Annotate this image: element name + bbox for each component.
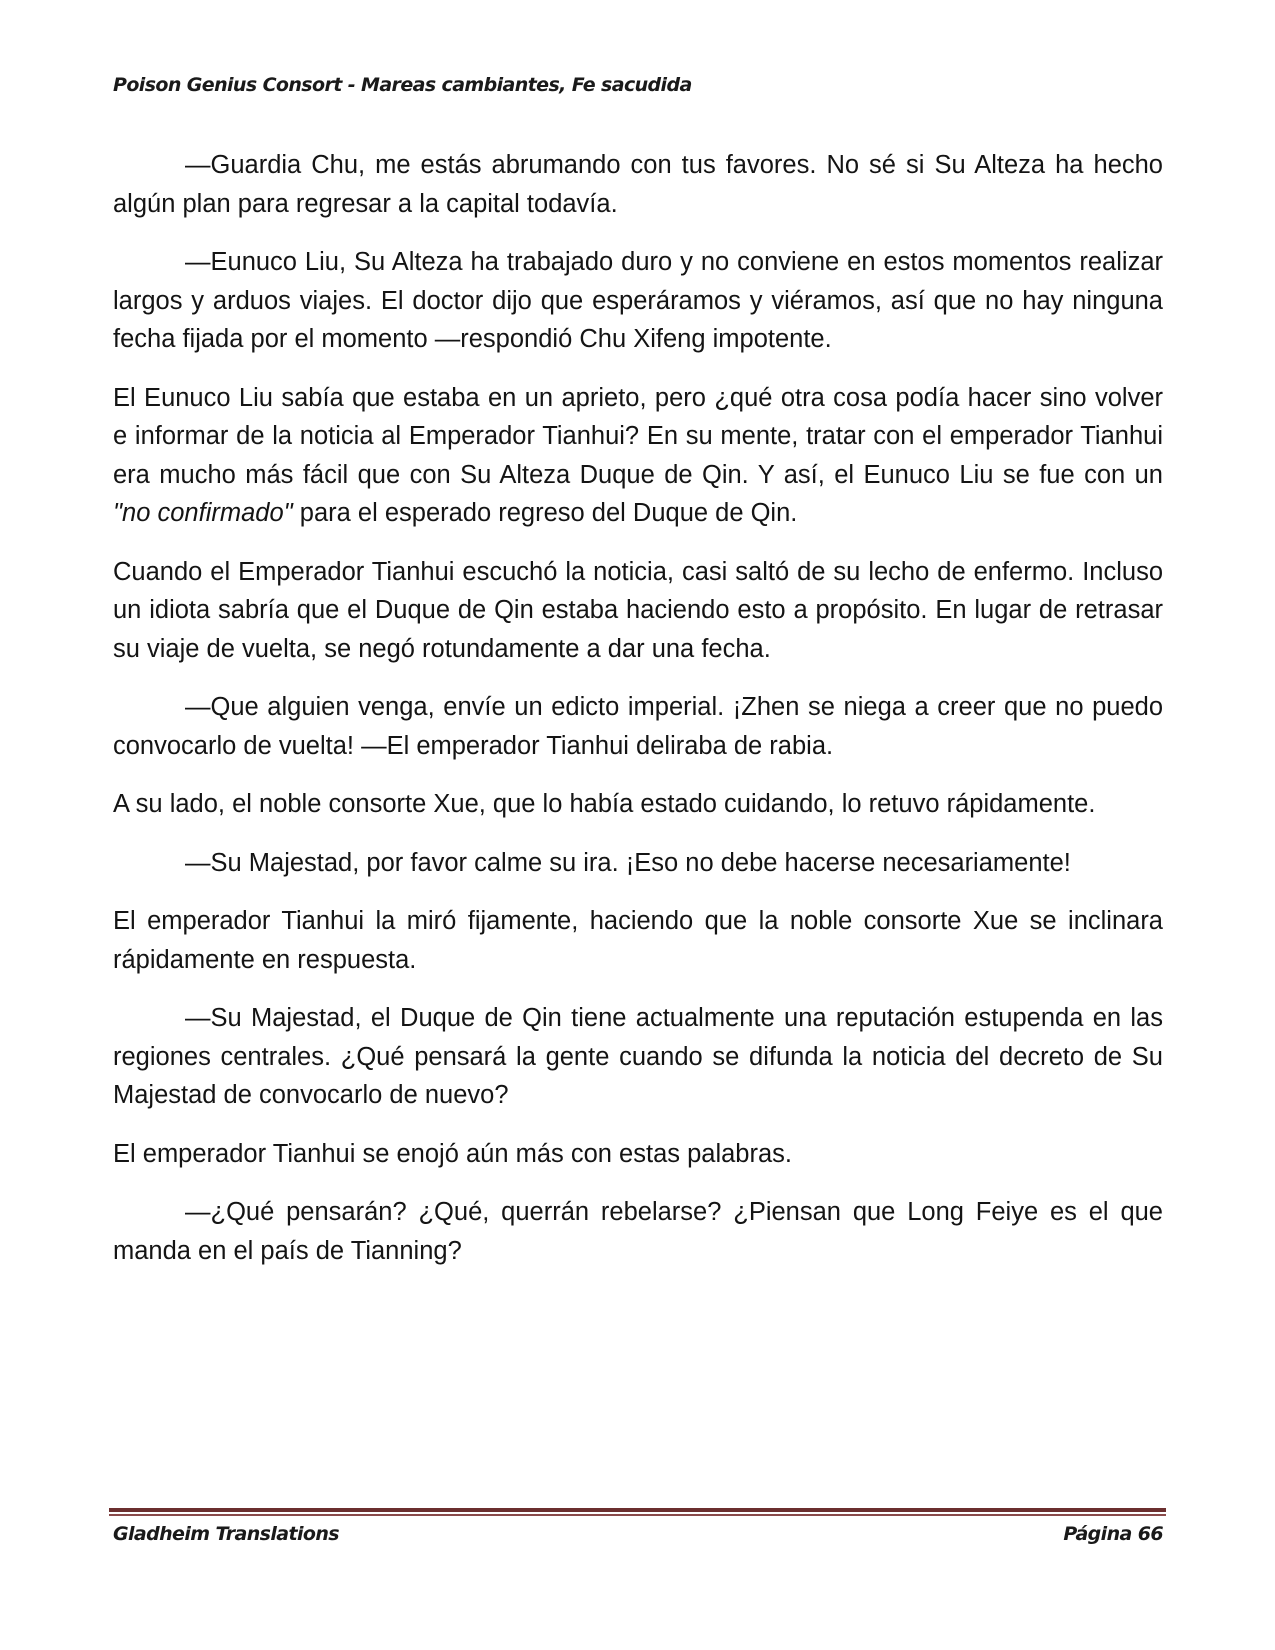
paragraph: Cuando el Emperador Tianhui escuchó la noticia, casi saltó de su lecho de enfermo. Incluso un idiota sabría que el Duque de Qin estaba haciendo esto a propósito. En lugar de retrasar su viaje de vuelta, se negó rotundamente a dar una fecha. bbox=[113, 557, 1163, 663]
emphasized-text: "no confirmado" bbox=[113, 499, 293, 527]
paragraph: —Guardia Chu, me estás abrumando con tus favores. No sé si Su Alteza ha hecho algún plan para regresar a la capital todavía. bbox=[113, 151, 1163, 218]
paragraph-text: El Eunuco Liu sabía que estaba en un aprieto, pero ¿qué otra cosa podía hacer sino volver e informar de la noticia al Emperador Tianhui? En su mente, tratar con el emperador Tianhui era mucho más fácil que con Su Alteza Duque de Qin. Y así, el Eunuco Liu se fue con un bbox=[113, 383, 1163, 489]
paragraph: —Su Majestad, el Duque de Qin tiene actualmente una reputación estupenda en las regiones centrales. ¿Qué pensará la gente cuando se difunda la noticia del decreto de Su Majestad de convocarlo de nuevo? bbox=[113, 1004, 1163, 1109]
paragraph: A su lado, el noble consorte Xue, que lo había estado cuidando, lo retuvo rápidamente. bbox=[113, 790, 1096, 818]
footer-divider bbox=[109, 1508, 1166, 1516]
paragraph: —¿Qué pensarán? ¿Qué, querrán rebelarse? ¿Piensan que Long Feiye es el que manda en el país de Tianning? bbox=[113, 1198, 1163, 1265]
paragraph-text: para el esperado regreso del Duque de Qin. bbox=[292, 499, 798, 527]
page-number: Página 66 bbox=[1063, 1523, 1163, 1545]
page-body bbox=[113, 146, 1163, 1290]
paragraph bbox=[113, 379, 1163, 533]
paragraph: El emperador Tianhui se enojó aún más con estas palabras. bbox=[113, 1139, 792, 1168]
paragraph: —Eunuco Liu, Su Alteza ha trabajado duro y no conviene en estos momentos realizar largos y arduos viajes. El doctor dijo que esperáramos y viéramos, así que no hay ninguna fecha fijada por el momento —respondió Chu Xifeng impotente. bbox=[113, 248, 1163, 353]
paragraph: —Que alguien venga, envíe un edicto imperial. ¡Zhen se niega a creer que no puedo convocarlo de vuelta! —El emperador Tianhui deliraba de rabia. bbox=[113, 693, 1163, 760]
paragraph: El emperador Tianhui la miró fijamente, haciendo que la noble consorte Xue se inclinara rápidamente en respuesta. bbox=[113, 907, 1163, 974]
footer-publisher: Gladheim Translations bbox=[113, 1523, 339, 1545]
page-header: Poison Genius Consort - Mareas cambiantes, Fe sacudida bbox=[113, 74, 692, 96]
paragraph: —Su Majestad, por favor calme su ira. ¡Eso no debe hacerse necesariamente! bbox=[185, 848, 1071, 877]
